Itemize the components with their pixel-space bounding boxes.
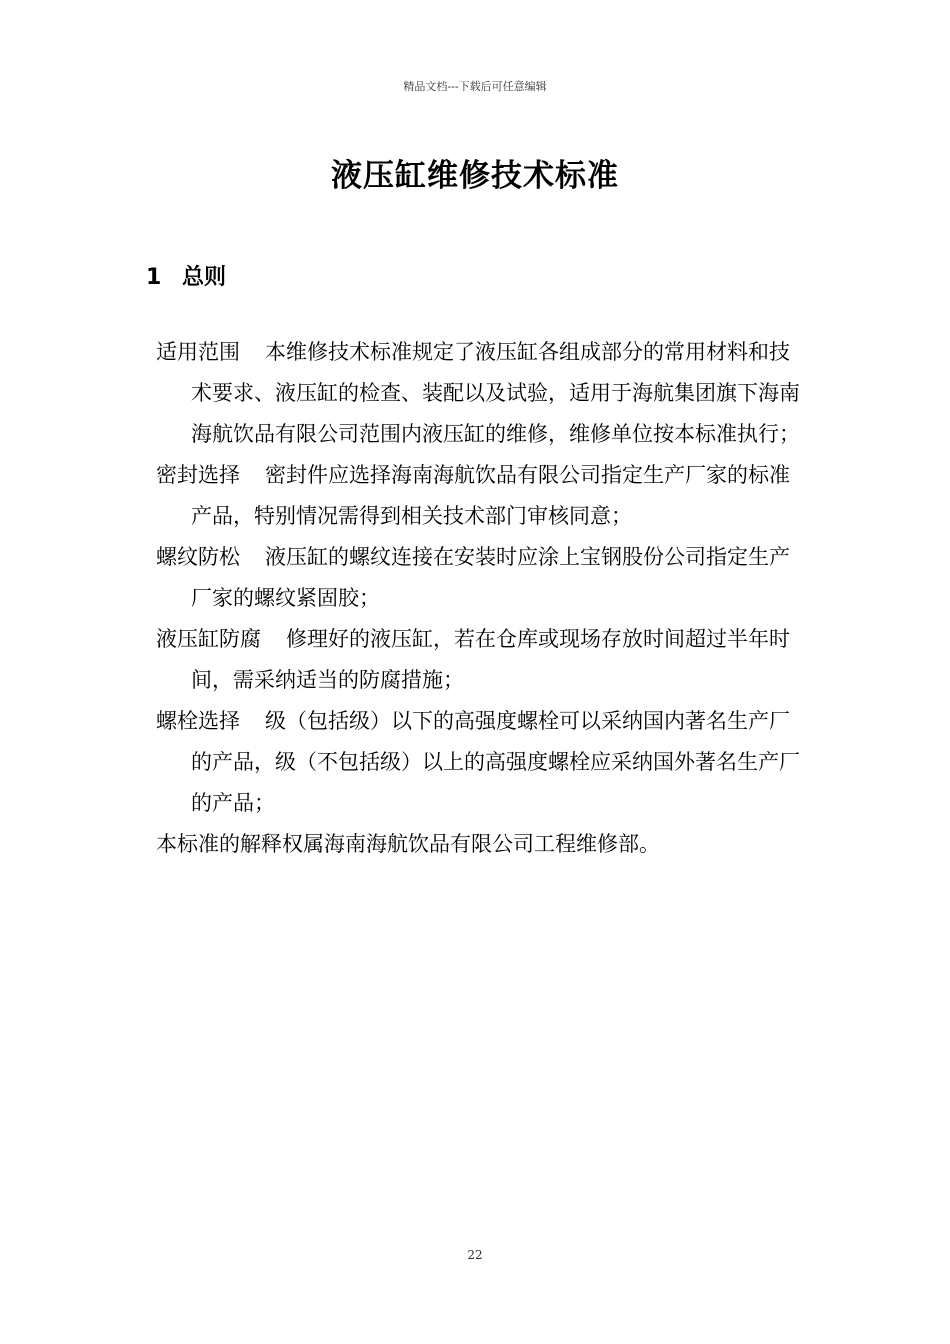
clause-label: 螺纹防松	[156, 545, 240, 569]
clause-label: 液压缸防腐	[156, 627, 261, 651]
page-number: 22	[467, 1248, 483, 1262]
clause-label: 密封选择	[156, 463, 240, 487]
clause-thread	[156, 537, 806, 619]
clause-seal	[156, 455, 806, 537]
clause-label: 螺栓选择	[156, 709, 240, 733]
clause-text: 密封件应选择海南海航饮品有限公司指定生产厂家的标准产品，特别情况需得到相关技术部门审核同意；	[191, 463, 790, 528]
clause-text: 液压缸的螺纹连接在安装时应涂上宝钢股份公司指定生产厂家的螺纹紧固胶；	[191, 545, 790, 610]
document-body	[156, 332, 806, 865]
closing-statement: 本标准的解释权属海南海航饮品有限公司工程维修部。	[156, 832, 660, 856]
section-heading	[146, 260, 226, 291]
section-title: 总则	[182, 265, 227, 290]
section-number: 1	[146, 265, 162, 290]
clause-text: 级（包括级）以下的高强度螺栓可以采纳国内著名生产厂的产品，级（不包括级）以上的高强度螺栓应采纳国外著名生产厂的产品；	[191, 709, 800, 815]
clause-bolt	[156, 701, 806, 824]
clause-anticorrosion	[156, 619, 806, 701]
page-header: 精品文档---下载后可任意编辑	[403, 80, 547, 93]
document-title: 液压缸维修技术标准	[331, 158, 619, 194]
clause-label: 适用范围	[156, 340, 240, 364]
clause-text: 本维修技术标准规定了液压缸各组成部分的常用材料和技术要求、液压缸的检查、装配以及试验，适用于海航集团旗下海南海航饮品有限公司范围内液压缸的维修，维修单位按本标准执行；	[191, 340, 800, 446]
clause-scope	[156, 332, 806, 455]
clause-text: 修理好的液压缸，若在仓库或现场存放时间超过半年时间，需采纳适当的防腐措施；	[191, 627, 790, 692]
